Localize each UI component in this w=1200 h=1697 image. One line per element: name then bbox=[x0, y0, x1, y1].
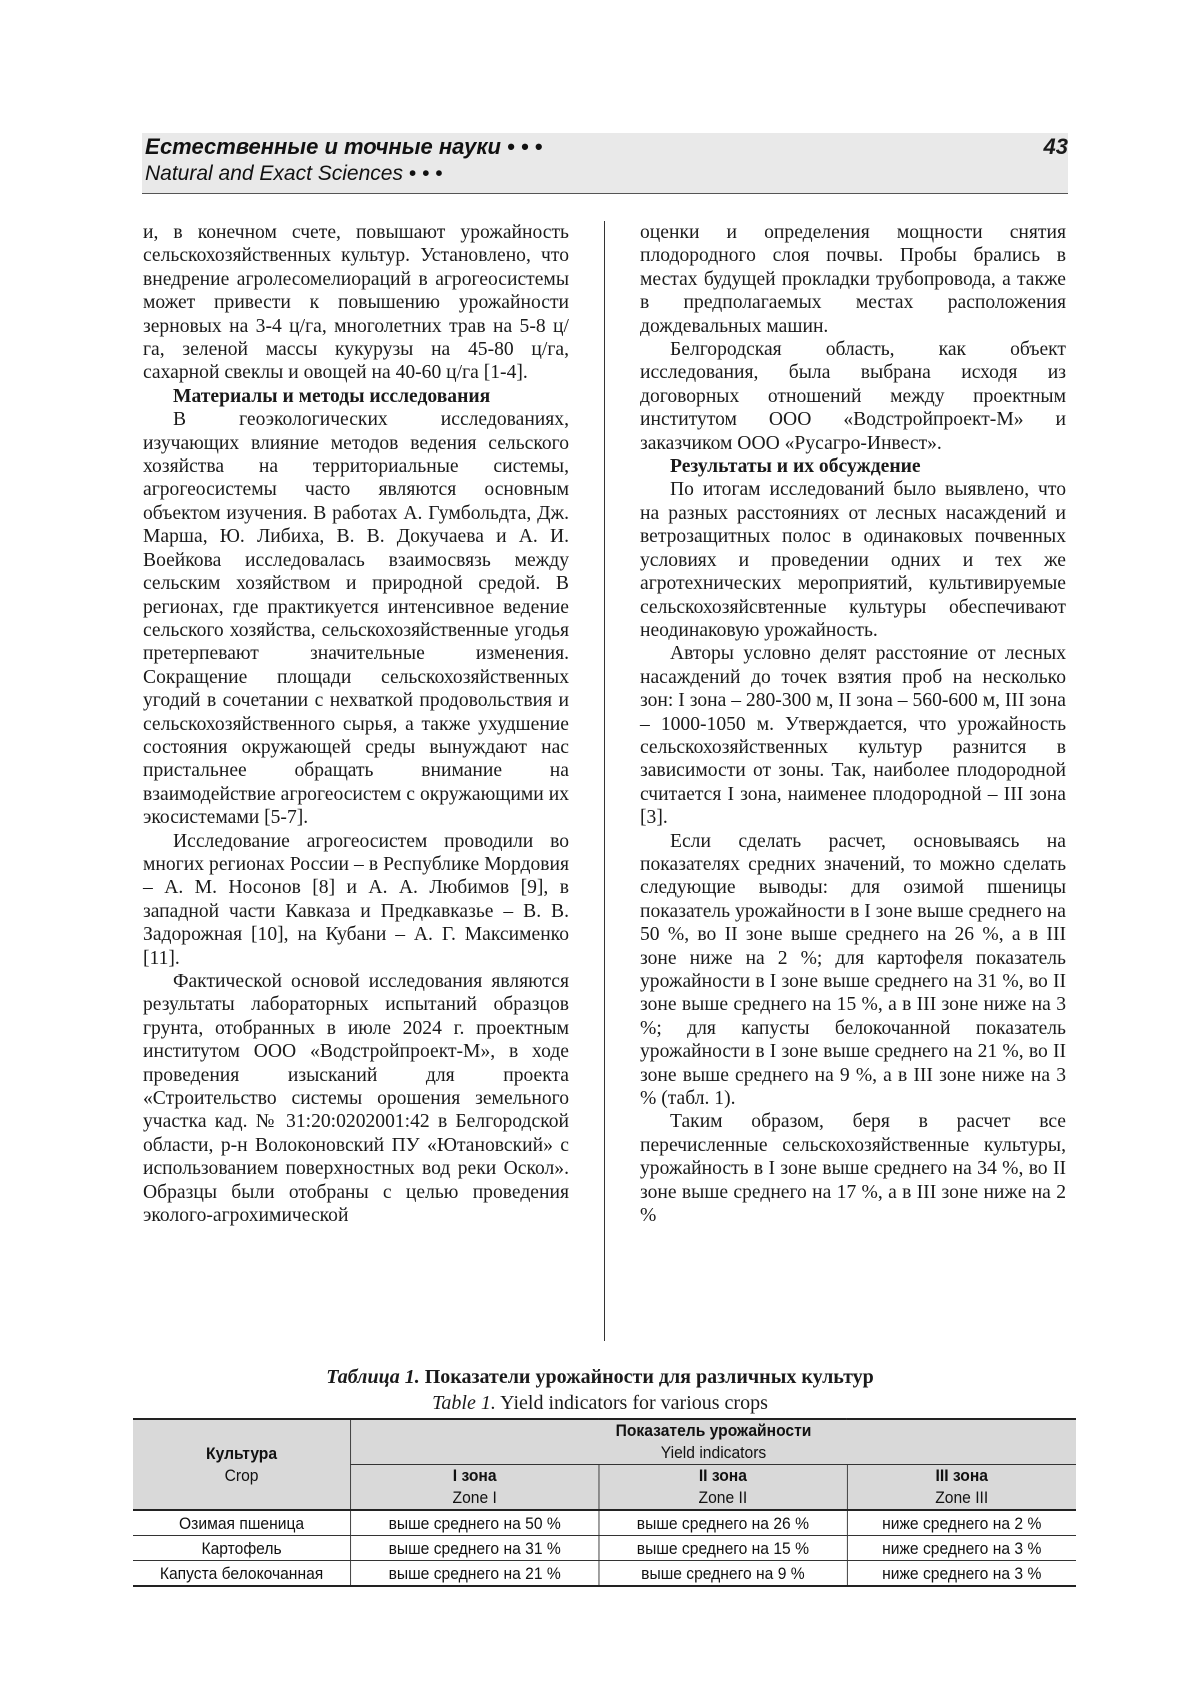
column-divider bbox=[604, 221, 605, 1341]
header-zone-1: I зона Zone I bbox=[351, 1465, 599, 1511]
cell-zone-2: выше среднего на 9 % bbox=[599, 1561, 847, 1587]
cell-zone-3: ниже среднего на 3 % bbox=[847, 1536, 1076, 1561]
journal-title-ru: Естественные и точные науки • • • bbox=[145, 134, 543, 159]
left-column bbox=[143, 221, 569, 1227]
table-caption-ru bbox=[0, 1366, 1200, 1389]
right-column bbox=[640, 221, 1066, 1227]
cell-zone-1: выше среднего на 50 % bbox=[351, 1510, 599, 1536]
cell-crop: Капуста белокочанная bbox=[133, 1561, 351, 1587]
paragraph: Таким образом, беря в расчет все перечисленные сельскохозяйственные культуры, урожайность в I зоне выше среднего на 34 %, во II зоне выше среднего на 17 %, а в III зоне ниже на 2 % bbox=[640, 1111, 1066, 1227]
paragraph: Если сделать расчет, основываясь на показателях средних значений, то можно сделать следующие выводы: для озимой пшеницы показатель урожайности в I зоне выше среднего на 50 %, во II зоне выше среднего на 26 %, а в III зоне ниже на 2 %; для картофеля показатель урожайности в I зоне выше среднего на 31 %, во II зоне выше среднего на 15 %, а в III зоне ниже на 3 %; для капусты белокочанной показатель урожайности в I зоне выше среднего на 21 %, во II зоне выше среднего на 9 %, а в III зоне ниже на 3 % (табл. 1). bbox=[640, 830, 1066, 1110]
paragraph: Исследование агрогеосистем проводили во многих регионах России – в Республике Мордовия – А. М. Носонов [8] и А. А. Любимов [9], в западной части Кавказа и Предкавказье – В. В. Задорожная [10], на Кубани – А. Г. Максименко [11]. bbox=[143, 830, 569, 969]
cell-crop: Озимая пшеница bbox=[133, 1510, 351, 1536]
table-row bbox=[133, 1536, 1076, 1561]
paragraph: и, в конечном счете, повышают урожайность сельскохозяйственных культур. Установлено, что внедрение агролесомелиораций в агрогеосистемы может привести к повышению урожайности зерновых на 3-4 ц/га, многолетних трав на 5-8 ц/га, зеленой массы кукурузы на 45-80 ц/га, сахарной свеклы и овощей на 40-60 ц/га [1-4]. bbox=[143, 222, 569, 384]
cell-crop: Картофель bbox=[133, 1536, 351, 1561]
table-caption-en bbox=[0, 1392, 1200, 1415]
header-crop: Культура Crop bbox=[133, 1419, 351, 1510]
paragraph: По итогам исследований было выявлено, что на разных расстояниях от лесных насаждений и ветрозащитных полос в одинаковых почвенных условиях и проведении одних и тех же агротехнических мероприятий, культивируемые сельскохозяйсвтенные культуры обеспечивают неодинаковую урожайность. bbox=[640, 479, 1066, 641]
table-caption-en-text: Yield indicators for various crops bbox=[500, 1392, 768, 1414]
cell-zone-1: выше среднего на 31 % bbox=[351, 1536, 599, 1561]
table-caption-ru-text: Показатели урожайности для различных культур bbox=[424, 1366, 874, 1388]
cell-zone-3: ниже среднего на 2 % bbox=[847, 1510, 1076, 1536]
section-heading-results: Результаты и их обсуждение bbox=[670, 456, 921, 478]
cell-zone-1: выше среднего на 21 % bbox=[351, 1561, 599, 1587]
paragraph: Авторы условно делят расстояние от лесных насаждений до точек взятия проб на несколько зон: I зона – 280-300 м, II зона – 560-600 м, III зона – 1000-1050 м. Утверждается, что урожайность сельскохозяйственных культур разнится в зависимости от зоны. Так, наиболее плодородной считается I зона, наименее плодородной – III зона [3]. bbox=[640, 643, 1066, 829]
paragraph: Белгородская область, как объект исследования, была выбрана исходя из договорных отношений между проектным институтом ООО «Водстройпроект-М» и заказчиком ООО «Русагро-Инвест». bbox=[640, 339, 1066, 454]
table-caption-ru-label: Таблица 1. bbox=[326, 1366, 420, 1388]
table-caption-en-label: Table 1. bbox=[432, 1392, 496, 1414]
cell-zone-2: выше среднего на 15 % bbox=[599, 1536, 847, 1561]
table-row bbox=[133, 1510, 1076, 1536]
paragraph: Фактической основой исследования являются результаты лабораторных испытаний образцов грунта, отобранных в июле 2024 г. проектным институтом ООО «Водстройпроект-М», в ходе проведения изысканий для проекта «Строительство системы орошения земельного участка кад. № 31:20:0202001:42 в Белгородской области, р-н Волоконовский ПУ «Ютановский» с использованием поверхностных вод реки Оскол». Образцы были отобраны с целью проведения эколого-агрохимической bbox=[143, 971, 569, 1227]
page-number: 43 bbox=[1043, 134, 1068, 159]
header-yield-group: Показатель урожайности Yield indicators bbox=[351, 1419, 1076, 1465]
header-zone-3: III зона Zone III bbox=[847, 1465, 1076, 1511]
paragraph: оценки и определения мощности снятия плодородного слоя почвы. Пробы брались в местах будущей прокладки трубопровода, а также в предполагаемых местах расположения дождевальных машин. bbox=[640, 222, 1066, 337]
journal-title-en: Natural and Exact Sciences • • • bbox=[145, 162, 443, 185]
cell-zone-3: ниже среднего на 3 % bbox=[847, 1561, 1076, 1587]
header-zone-2: II зона Zone II bbox=[599, 1465, 847, 1511]
cell-zone-2: выше среднего на 26 % bbox=[599, 1510, 847, 1536]
section-heading-methods: Материалы и методы исследования bbox=[173, 385, 491, 407]
yield-table bbox=[133, 1418, 1076, 1587]
paragraph: В геоэкологических исследованиях, изучающих влияние методов ведения сельского хозяйства на территориальные системы, агрогеосистемы часто являются основным объектом изучения. В работах А. Гумбольдта, Дж. Марша, Ю. Либиха, В. В. Докучаева и А. И. Воейкова исследовалась взаимосвязь между сельским хозяйством и природной средой. В регионах, где практикуется интенсивное ведение сельского хозяйства, сельскохозяйственные угодья претерпевают значительные изменения. Сокращение площади сельскохозяйственных угодий в сочетании с нехваткой продовольствия и сельскохозяйственного сырья, а также ухудшение состояния окружающей среды вынуждают нас пристальнее обращать внимание на взаимодействие агрогеосистем с окружающими их экосистемами [5-7]. bbox=[143, 409, 569, 829]
table-row bbox=[133, 1561, 1076, 1587]
